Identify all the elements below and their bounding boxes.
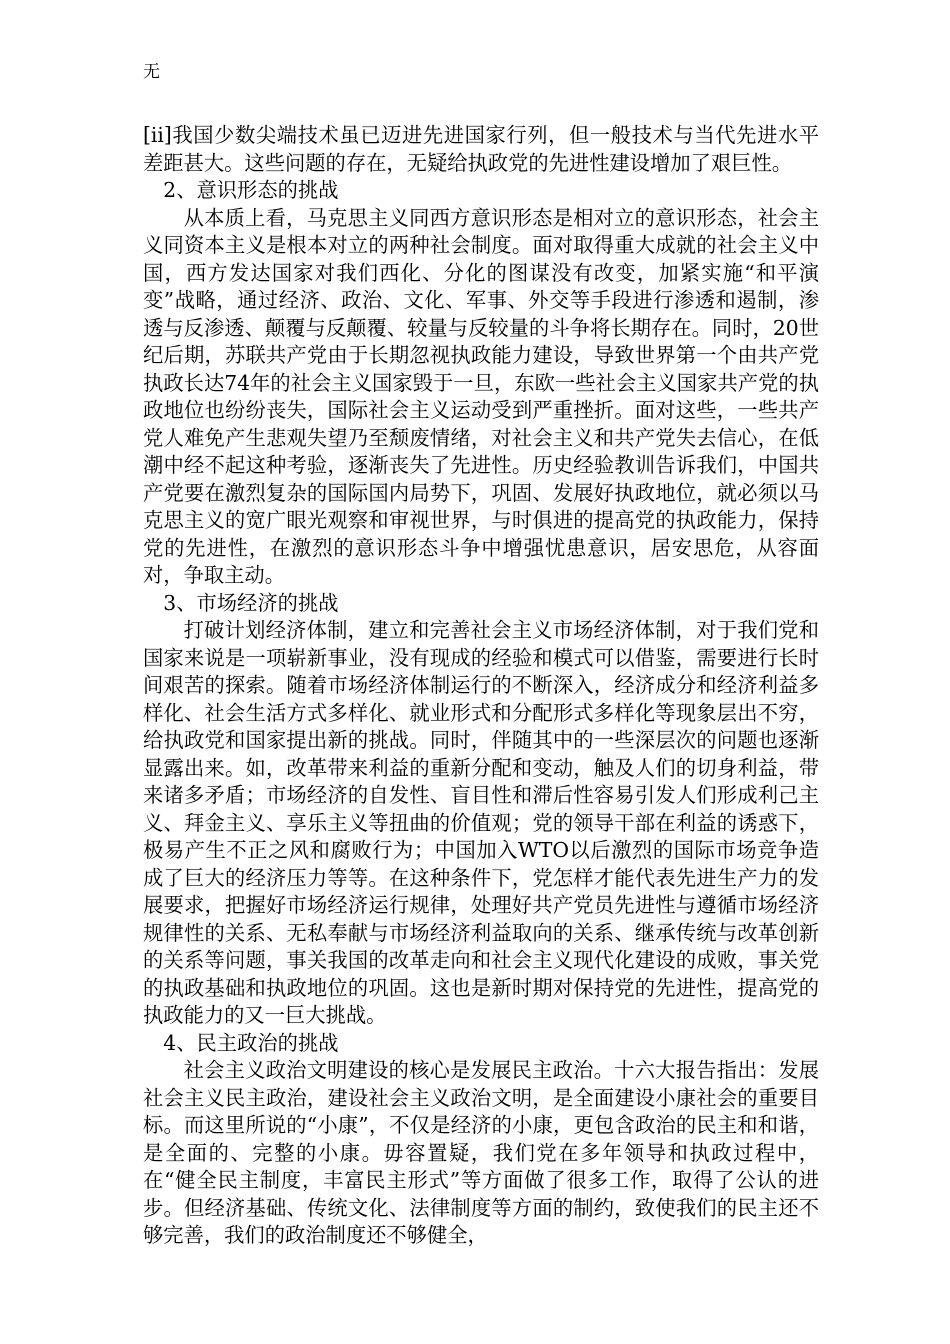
document-body [143,122,819,1250]
section-paragraph-democratic-politics: 社会主义政治文明建设的核心是发展民主政治。十六大报告指出：发展社会主义民主政治，建设社会主义政治文明，是全面建设小康社会的重要目标。而这里所说的“小康”，不仅是经济的小康，更包含政治的民主和和谐，是全面的、完整的小康。毋容置疑，我们党在多年领导和执政过程中，在“健全民主制度，丰富民主形式”等方面做了很多工作，取得了公认的进步。但经济基础、传统文化、法律制度等方面的制约，致使我们的民主还不够完善，我们的政治制度还不够健全， [143,1058,819,1247]
section-heading-market-economy: 3、市场经济的挑战 [163,590,339,615]
page-header: 无 [143,62,160,82]
section-heading-democratic-politics: 4、民主政治的挑战 [163,1030,339,1055]
section-paragraph-ideology: 从本质上看，马克思主义同西方意识形态是相对立的意识形态，社会主义同资本主义是根本对立的两种社会制度。面对取得重大成就的社会主义中国，西方发达国家对我们西化、分化的图谋没有改变，加紧实施“和平演变”战略，通过经济、政治、文化、军事、外交等手段进行渗透和遏制，渗透与反渗透、颠覆与反颠覆、较量与反较量的斗争将长期存在。同时，20世纪后期，苏联共产党由于长期忽视执政能力建设，导致世界第一个由共产党执政长达74年的社会主义国家毁于一旦，东欧一些社会主义国家共产党的执政地位也纷纷丧失，国际社会主义运动受到严重挫折。面对这些，一些共产党人难免产生悲观失望乃至颓废情绪，对社会主义和共产党失去信心，在低潮中经不起这种考验，逐渐丧失了先进性。历史经验教训告诉我们，中国共产党要在激烈复杂的国际国内局势下，巩固、发展好执政地位，就必须以马克思主义的宽广眼光观察和审视世界，与时俱进的提高党的执政能力，保持党的先进性，在激烈的意识形态斗争中增强忧患意识，居安思危，从容面对，争取主动。 [143,205,819,587]
section-paragraph-market-economy: 打破计划经济体制，建立和完善社会主义市场经济体制，对于我们党和国家来说是一项崭新事业，没有现成的经验和模式可以借鉴，需要进行长时间艰苦的探索。随着市场经济体制运行的不断深入，经济成分和经济利益多样化、社会生活方式多样化、就业形式和分配形式多样化等现象层出不穷，给执政党和国家提出新的挑战。同时，伴随其中的一些深层次的问题也逐渐显露出来。如，改革带来利益的重新分配和变动，触及人们的切身利益，带来诸多矛盾；市场经济的自发性、盲目性和滞后性容易引发人们形成利己主义、拜金主义、享乐主义等扭曲的价值观；党的领导干部在利益的诱惑下，极易产生不正之风和腐败行为；中国加入WTO以后激烈的国际市场竞争造成了巨大的经济压力等等。在这种条件下，党怎样才能代表先进生产力的发展要求，把握好市场经济运行规律，处理好共产党员先进性与遵循市场经济规律性的关系、无私奉献与市场经济利益取向的关系、继承传统与改革创新的关系等问题，事关我国的改革走向和社会主义现代化建设的成败，事关党的执政基础和执政地位的巩固。这也是新时期对保持党的先进性，提高党的执政能力的又一巨大挑战。 [143,618,819,1027]
intro-paragraph: [ii]我国少数尖端技术虽已迈进先进国家行列，但一般技术与当代先进水平差距甚大。这些问题的存在，无疑给执政党的先进性建设增加了艰巨性。 [143,123,819,175]
section-heading-ideology: 2、意识形态的挑战 [163,178,339,202]
